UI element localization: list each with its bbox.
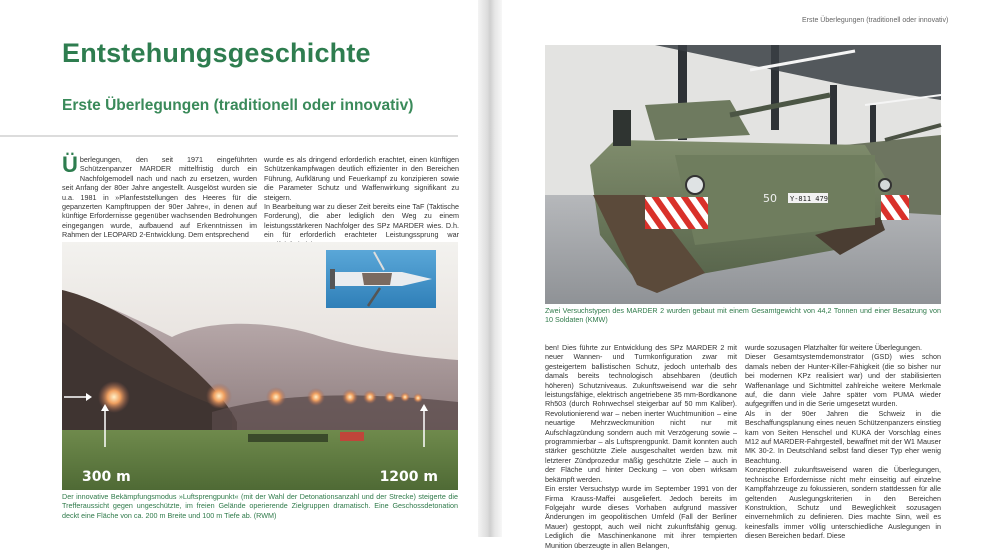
distance-label-near: 300 m — [82, 469, 131, 485]
section-subtitle: Erste Überlegungen (traditionell oder innovativ) — [62, 97, 414, 114]
license-plate: Y-811 479 — [790, 195, 828, 203]
body-paragraph: Ein erster Versuchstyp wurde im September 1991 von der Firma Krauss-Maffei ausgeliefert. Jedoch bereits im Folgejahr wurde dieses Vorhaben aufgrund massiver Änderungen im geopolitischen Umfeld (Fall der Berliner Mauer) gestoppt, auch weil nicht zukunftsfähig genug. Lediglich die Maschinenkanone mit ihrer tempierten Munition überzeugte in allen Belangen, — [545, 484, 737, 550]
body-column-2 — [745, 343, 941, 541]
body-paragraph: berlegungen, den seit 1971 eingeführten Schützenpanzer MARDER mittelfristig durch ein Nachfolgemodell nach und nach zu ersetzen, wurden seit Anfang der 80er Jahre angestellt. Ausgelöst wurden sie u.a. 1981 in »Planfeststellungen des Heeres für die gepanzerten Kampftruppen der 90er Jahre«, in denen auf künftige Erfordernisse gegenüber wachsenden Bedrohungen eingegangen wurde, aufbauend auf Erkenntnissen im Rahmen der LEOPARD 2-Entwicklung. Dem entsprechend — [62, 155, 257, 240]
body-paragraph: Dieser Gesamtsystemdemonstrator (GSD) wies schon damals neben der Hunter-Killer-Fähigkeit (die so bisher nur bei modernen KPz realisiert war) und der stabilisierten Waffenanlage und Sichtmittel zahlreiche weitere Merkmale auf, die dann viele Jahre später vom PUMA wieder aufgegriffen und in die Serie umgesetzt wurden. — [745, 352, 941, 409]
airburst-photo — [62, 242, 458, 490]
figure-caption: Zwei Versuchstypen des MARDER 2 wurden gebaut mit einem Gesamtgewicht von 44,2 Tonnen und einer Besatzung von 10 Soldaten (KMW) — [545, 306, 941, 325]
body-column-1 — [545, 343, 737, 550]
header-divider — [0, 135, 458, 137]
body-column-2 — [264, 155, 459, 249]
marder-tank-photo — [545, 45, 941, 304]
body-paragraph: Konzeptionell zukunftsweisend waren die Überlegungen, technische Erfordernisse nicht mehr einseitig auf einzelne Kampffahrzeuge zu fokussieren, sondern stattdessen für alle geltenden Auslegungskriterien in den Bereichen Konstruktion, Schutz und Beweglichkeit sozusagen einvernehmlich zu definieren. Dies machte Sinn, weil es keinesfalls immer völlig unterschiedliche Auslegungen in diesen Bereichen bedarf. Diese — [745, 465, 941, 541]
book-gutter — [478, 0, 502, 537]
figure-caption: Der innovative Bekämpfungsmodus »Luftsprengpunkt« (mit der Wahl der Detonationsanzahl und der Strecke) steigerte die Trefferaussicht gegen ungeschützte, im freien Gelände operierende Zielgruppen dramatisch. Eine Geschossdetonation deckt eine Fläche von ca. 200 m Breite und 100 m Tiefe ab. (RWM) — [62, 492, 458, 520]
running-head: Erste Überlegungen (traditionell oder innovativ) — [802, 17, 949, 24]
body-column-1 — [62, 152, 257, 240]
body-paragraph: ben! Dies führte zur Entwicklung des SPz MARDER 2 mit neuer Wannen- und Turmkonfiguration zwar mit gesteigertem ballistischen Schutz, jedoch unterhalb des damals bereits technologisch absehbaren (deutlich höheren) Schutzniveaus. Zukunftsweisend war die sehr leistungsfähige, elektrisch angetriebene 35 mm-Bordkanone Rh503 (durch Rohrwechsel steigerbar auf 50 mm Kaliber). Revolutionierend war – neben inerter Wuchtmunition – eine neuartige Mehrzweckmunition nicht nur mit Aufschlagzündung sondern auch mit Verzögerung sowie – programmierbar – als Luftsprengpunkt. Damit konnten auch stärker geschützte Ziele ausgeschaltet werden bzw. mit letzterer Zündprozedur mäßig geschützte Ziele – auch in der Fläche und hinter Deckung – von oben wirksam bekämpft werden. — [545, 343, 737, 484]
marder-2-vehicle-image — [545, 45, 941, 304]
drop-cap: Ü — [62, 152, 78, 177]
body-paragraph: wurde sozusagen Platzhalter für weitere Überlegungen. — [745, 343, 922, 352]
body-paragraph: In Bearbeitung war zu dieser Zeit bereits eine TaF (Taktische Forderung), die aber lediglich den Weg zu einem leistungsstärkeren Nachfolger des SPz MARDER wies. D.h. ein für erforderlich erachteter Leistungssprung war — [264, 202, 459, 240]
right-page — [502, 0, 1000, 550]
body-paragraph: Als in der 90er Jahren die Schweiz in die Beschaffungsplanung eines neuen Schützenpanzers einstieg kam von Seiten Henschel und KUKA der Vorschlag eines M12 auf MARDER-Fahrgestell, bewaffnet mit der W1 Mauser MK 30-2. In Deutschland selbst fand dieser Typ eher wenig Beachtung. — [745, 408, 941, 465]
hull-number: 50 — [763, 192, 777, 205]
body-paragraph: wurde es als dringend erforderlich erachtet, einen künftigen Schützenkampfwagen deutlich effizienter in den Bereichen Führung, Aufklärung und Feuerkampf zu konzipieren sowie die Parameter Schutz und Waffenwirkung signifikant zu steigern. — [264, 155, 459, 202]
left-page — [0, 0, 478, 537]
distance-label-far: 1200 m — [379, 469, 438, 485]
airburst-landscape-image — [62, 242, 458, 490]
chapter-title: Entstehungsgeschichte — [62, 38, 371, 68]
